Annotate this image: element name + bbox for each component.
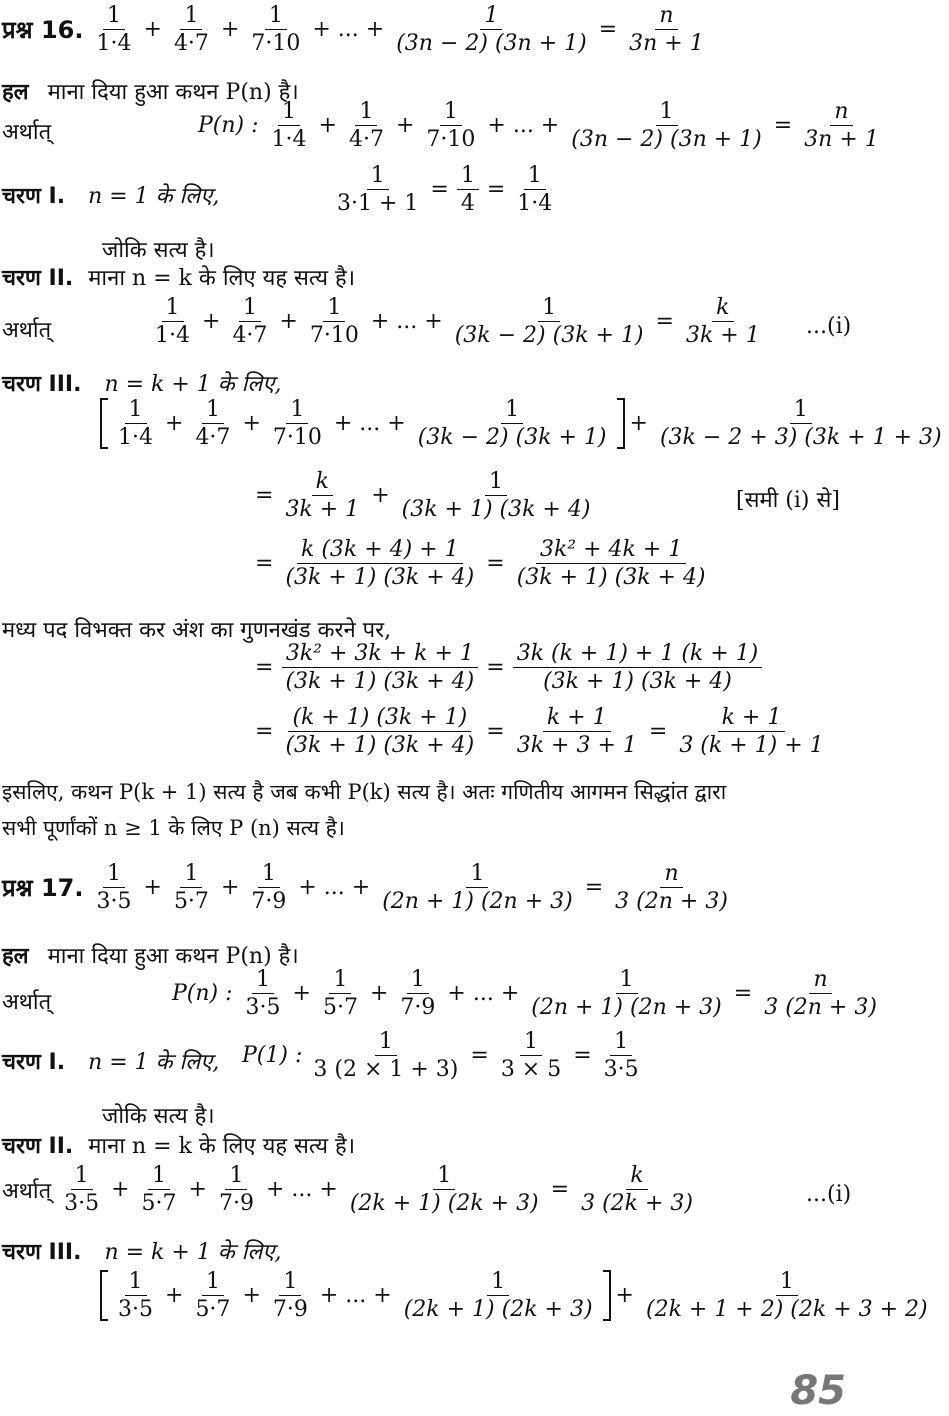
q17-step1-line	[2, 1046, 219, 1076]
fraction: $\frac{1}{7\cdot 10}$	[272, 397, 322, 451]
hal-label: हल	[2, 944, 29, 969]
reference-note: [समी (i) से]	[736, 488, 840, 513]
hal-label: हल	[2, 80, 29, 105]
fraction: $\frac{1}{3\cdot 5}$	[603, 1029, 639, 1083]
step-condition: n = k + 1 के लिए,	[104, 372, 282, 397]
hal-text: माना दिया हुआ कथन P(n) है।	[47, 944, 299, 969]
true-text: जोकि सत्य है।	[102, 238, 215, 263]
step-text: माना n = k के लिए यह सत्य है।	[88, 1134, 356, 1159]
fraction: $\frac{1}{7\cdot 9}$	[400, 967, 436, 1021]
q16-step3-line	[2, 368, 281, 398]
fraction: $\frac{n}{3n + 1}$	[804, 99, 879, 153]
fraction: $\frac{1}{3\cdot 5}$	[245, 967, 281, 1021]
fraction: $\frac{1}{7\cdot 9}$	[272, 1269, 308, 1323]
fraction: $\frac{1}{(2n + 1) (2n + 3)}$	[531, 967, 722, 1021]
fraction: $\frac{1}{(2k + 1) (2k + 3)}$	[403, 1269, 593, 1323]
q17-step2-equation: अर्थात् $\frac{1}{3\cdot 5}$ + $\frac{1}{5\cdot 7}$ + $\frac{1}{7\cdot 9}$ + ... + $\frac{1}{(2k + 1) (2k + 3)}$ = $\frac{k}{3 (2k + 3)}$	[2, 1164, 700, 1215]
fraction: $\frac{3k (k + 1) + 1 (k + 1)}{(3k + 1) (3k + 4)}$	[513, 642, 763, 693]
q17-statement: प्रश्न 17. $\frac{1}{3\cdot 5}$ + $\frac{1}{5\cdot 7}$ + $\frac{1}{7\cdot 9}$ + ... + $\frac{1}{(2n + 1) (2n + 3)}$ = $\frac{n}{3 (2n + 3)}$	[2, 862, 735, 913]
fraction: $\frac{k}{3k + 1}$	[685, 295, 760, 349]
fraction: $\frac{n}{3 (2n + 3)}$	[615, 861, 728, 915]
fraction: $\frac{1}{5\cdot 7}$	[195, 1269, 231, 1323]
q17-pn-equation: P(n) : $\frac{1}{3\cdot 5}$ + $\frac{1}{5\cdot 7}$ + $\frac{1}{7\cdot 9}$ + ... + $\frac{1}{(2n + 1) (2n + 3)}$ = $\frac{n}{3 (2n + 3)}$	[172, 968, 884, 1019]
fraction: $\frac{k + 1}{3k + 3 + 1}$	[516, 705, 637, 759]
q16-heading: प्रश्न 16.	[2, 16, 84, 45]
fraction: $\frac{1}{(3k - 2) (3k + 1)}$	[454, 295, 644, 349]
fraction: $\frac{1}{1\cdot 4}$	[118, 397, 153, 451]
fraction: $\frac{n}{3 (2n + 3)}$	[764, 967, 877, 1021]
fraction: $\frac{k}{3 (2k + 3)}$	[581, 1163, 693, 1217]
fraction: $\frac{1}{3\cdot 1 + 1}$	[337, 163, 419, 217]
fraction: $\frac{\text{3k² + 4k + 1}}{(3k + 1) (3k + 4)}$	[516, 537, 706, 591]
fraction: $\frac{k (3k + 4) + 1}{(3k + 1) (3k + 4)}$	[285, 537, 475, 591]
step-condition: n = 1 के लिए,	[88, 1050, 220, 1075]
q17-step3-equation: $\frac{1}{3\cdot 5}$ + $\frac{1}{5\cdot 7}$ + $\frac{1}{7\cdot 9}$ + ... + $\frac{1}{(2k + 1) (2k + 3)}$ + $\frac{1}{(2k + 1 + 2) (2k + 3 + 2)}$	[100, 1270, 935, 1321]
fraction: $\frac{1}{3 \times 5}$	[500, 1029, 562, 1083]
arthat-label: अर्थात्	[2, 1178, 52, 1204]
fraction: $\frac{1}{(3k - 2 + 3) (3k + 1 + 3)}$	[659, 397, 942, 451]
equation-reference: ...(i)	[806, 314, 852, 339]
fraction: $\frac{1}{1\cdot 4}$	[96, 3, 132, 57]
fraction: $\frac{k}{3k + 1}$	[285, 469, 360, 523]
q16-line3: = $\frac{k (3k + 4) + 1}{(3k + 1) (3k + 4)}$ = $\frac{\text{3k² + 4k + 1}}{(3k + 1) (3k + 4)}$	[250, 538, 713, 589]
q16-line5: = $\frac{(k + 1) (3k + 1)}{(3k + 1) (3k + 4)}$ = $\frac{k + 1}{3k + 3 + 1}$ = $\frac{k + 1}{3 (k + 1) + 1}$	[250, 706, 831, 757]
fraction: $\frac{1}{7\cdot 10}$	[251, 3, 301, 57]
step-condition: n = 1 के लिए,	[88, 184, 220, 209]
fraction: $\frac{k + 1}{3 (k + 1) + 1}$	[679, 705, 824, 759]
mid-term-text: मध्य पद विभक्त कर अंश का गुणनखंड करने पर,	[2, 618, 392, 643]
hal-text: माना दिया हुआ कथन P(n) है।	[47, 80, 299, 105]
fraction: $\frac{1}{1\cdot 4}$	[517, 163, 553, 217]
q16-step2-line	[2, 262, 355, 292]
q16-line2: = $\frac{k}{3k + 1}$ + $\frac{1}{(3k + 1) (3k + 4)}$	[250, 470, 597, 521]
fraction: $\frac{1}{4\cdot 7}$	[232, 295, 268, 349]
q17-step1-equation: P(1) : $\frac{1}{3 (2 \times 1 + 3)}$ = $\frac{1}{3 \times 5}$ = $\frac{1}{3\cdot 5}$	[242, 1030, 646, 1081]
q16-step2-equation: $\frac{1}{1\cdot 4}$ + $\frac{1}{4\cdot 7}$ + $\frac{1}{7\cdot 10}$ + ... + $\frac{1}{(3k - 2) (3k + 1)}$ = $\frac{k}{3k + 1}$	[148, 296, 767, 347]
fraction: $\frac{1}{(3k + 1) (3k + 4)}$	[401, 469, 591, 523]
fraction: $\frac{\text{3k² + 3k + k + 1}}{(3k + 1) (3k + 4)}$	[281, 642, 478, 693]
fraction: $\frac{1}{5\cdot 7}$	[141, 1163, 177, 1217]
fraction: $\frac{1}{(2k + 1) (2k + 3)}$	[349, 1163, 539, 1217]
fraction: $\frac{1}{7\cdot 9}$	[251, 861, 287, 915]
fraction: $\frac{1}{5\cdot 7}$	[322, 967, 358, 1021]
arthat-label: अर्थात्	[2, 120, 52, 145]
fraction: $\frac{1}{(3n - 2) (3n + 1)}$	[396, 3, 587, 57]
conclusion-line-1: इसलिए, कथन P(k + 1) सत्य है जब कभी P(k) सत्य है। अतः गणितीय आगमन सिद्धांत द्वारा	[2, 780, 727, 804]
fraction: $\frac{1}{(3k - 2) (3k + 1)}$	[417, 397, 607, 451]
fraction: $\frac{1}{4\cdot 7}$	[348, 99, 384, 153]
fraction: $\frac{1}{7\cdot 10}$	[309, 295, 359, 349]
fraction: $\frac{1}{1\cdot 4}$	[155, 295, 190, 349]
bracket-group: $\frac{1}{3\cdot 5}$ + $\frac{1}{5\cdot 7}$ + $\frac{1}{7\cdot 9}$ + ... + $\frac{1}{(2k + 1) (2k + 3)}$	[100, 1270, 611, 1321]
q17-hal-line	[2, 940, 299, 970]
fraction: $\frac{1}{(2k + 1 + 2) (2k + 3 + 2)}$	[645, 1269, 928, 1323]
step-condition: n = k + 1 के लिए,	[104, 1240, 282, 1265]
step-label: चरण I.	[2, 184, 66, 209]
q16-step3-equation: $\frac{1}{1\cdot 4}$ + $\frac{1}{4\cdot 7}$ + $\frac{1}{7\cdot 10}$ + ... + $\frac{1}{(3k - 2) (3k + 1)}$ + $\frac{1}{(3k - 2 + 3) (3k + 1 + 3)}$	[100, 398, 949, 449]
q16-pn-equation: P(n) : $\frac{1}{1\cdot 4}$ + $\frac{1}{4\cdot 7}$ + $\frac{1}{7\cdot 10}$ + ... + $\frac{1}{(3n - 2) (3n + 1)}$ = $\frac{n}{3n + 1}$	[198, 100, 886, 151]
q17-step2-line	[2, 1130, 355, 1160]
fraction: $\frac{1}{1\cdot 4}$	[271, 99, 307, 153]
step-label: चरण II.	[2, 1134, 74, 1159]
fraction: $\frac{1}{(2n + 1) (2n + 3)}$	[382, 861, 573, 915]
q16-step1-equation: $\frac{1}{3\cdot 1 + 1}$ = $\frac{1}{4}$ = $\frac{1}{1\cdot 4}$	[330, 164, 559, 215]
step-text: माना n = k के लिए यह सत्य है।	[88, 266, 356, 291]
page-number: 85	[790, 1368, 846, 1414]
fraction: $\frac{1}{3 (2 \times 1 + 3)}$	[313, 1029, 459, 1083]
arthat-label: अर्थात्	[2, 990, 52, 1015]
step-label: चरण III.	[2, 372, 82, 397]
q16-statement: प्रश्न 16. $\frac{1}{1\cdot 4}$ + $\frac{1}{4\cdot 7}$ + $\frac{1}{7\cdot 10}$ + ... + $\frac{1}{(3n - 2) (3n + 1)}$ = $\frac{n}{3n + 1}$	[2, 4, 711, 55]
q16-line4: = $\frac{\text{3k² + 3k + k + 1}}{(3k + 1) (3k + 4)}$ = $\frac{3k (k + 1) + 1 (k + 1)}{(3k + 1) (3k + 4)}$	[250, 642, 765, 693]
equation-reference: ...(i)	[806, 1182, 852, 1207]
true-text: जोकि सत्य है।	[102, 1104, 215, 1129]
fraction: $\frac{1}{4}$	[457, 164, 479, 215]
conclusion-line-2: सभी पूर्णांकों n ≥ 1 के लिए P (n) सत्य है।	[2, 816, 345, 840]
fraction: $\frac{1}{(3n - 2) (3n + 1)}$	[571, 99, 762, 153]
fraction: $\frac{1}{4\cdot 7}$	[173, 3, 209, 57]
fraction: $\frac{1}{4\cdot 7}$	[195, 397, 231, 451]
step-label: चरण III.	[2, 1240, 82, 1265]
step-label: चरण I.	[2, 1050, 66, 1075]
step-label: चरण II.	[2, 266, 74, 291]
fraction: $\frac{1}{7\cdot 9}$	[218, 1163, 254, 1217]
fraction: $\frac{(k + 1) (3k + 1)}{(3k + 1) (3k + 4)}$	[285, 705, 475, 759]
arthat-label: अर्थात्	[2, 318, 52, 343]
bracket-group: $\frac{1}{1\cdot 4}$ + $\frac{1}{4\cdot 7}$ + $\frac{1}{7\cdot 10}$ + ... + $\frac{1}{(3k - 2) (3k + 1)}$	[100, 398, 625, 449]
fraction: $\frac{1}{3\cdot 5}$	[64, 1163, 100, 1217]
fraction: $\frac{n}{3n + 1}$	[629, 3, 704, 57]
fraction: $\frac{1}{7\cdot 10}$	[426, 99, 476, 153]
q17-step3-line	[2, 1236, 281, 1266]
q17-heading: प्रश्न 17.	[2, 874, 84, 903]
fraction: $\frac{1}{3\cdot 5}$	[96, 861, 132, 915]
q16-step1-line	[2, 180, 219, 210]
fraction: $\frac{1}{5\cdot 7}$	[173, 861, 209, 915]
fraction: $\frac{1}{3\cdot 5}$	[118, 1269, 153, 1323]
